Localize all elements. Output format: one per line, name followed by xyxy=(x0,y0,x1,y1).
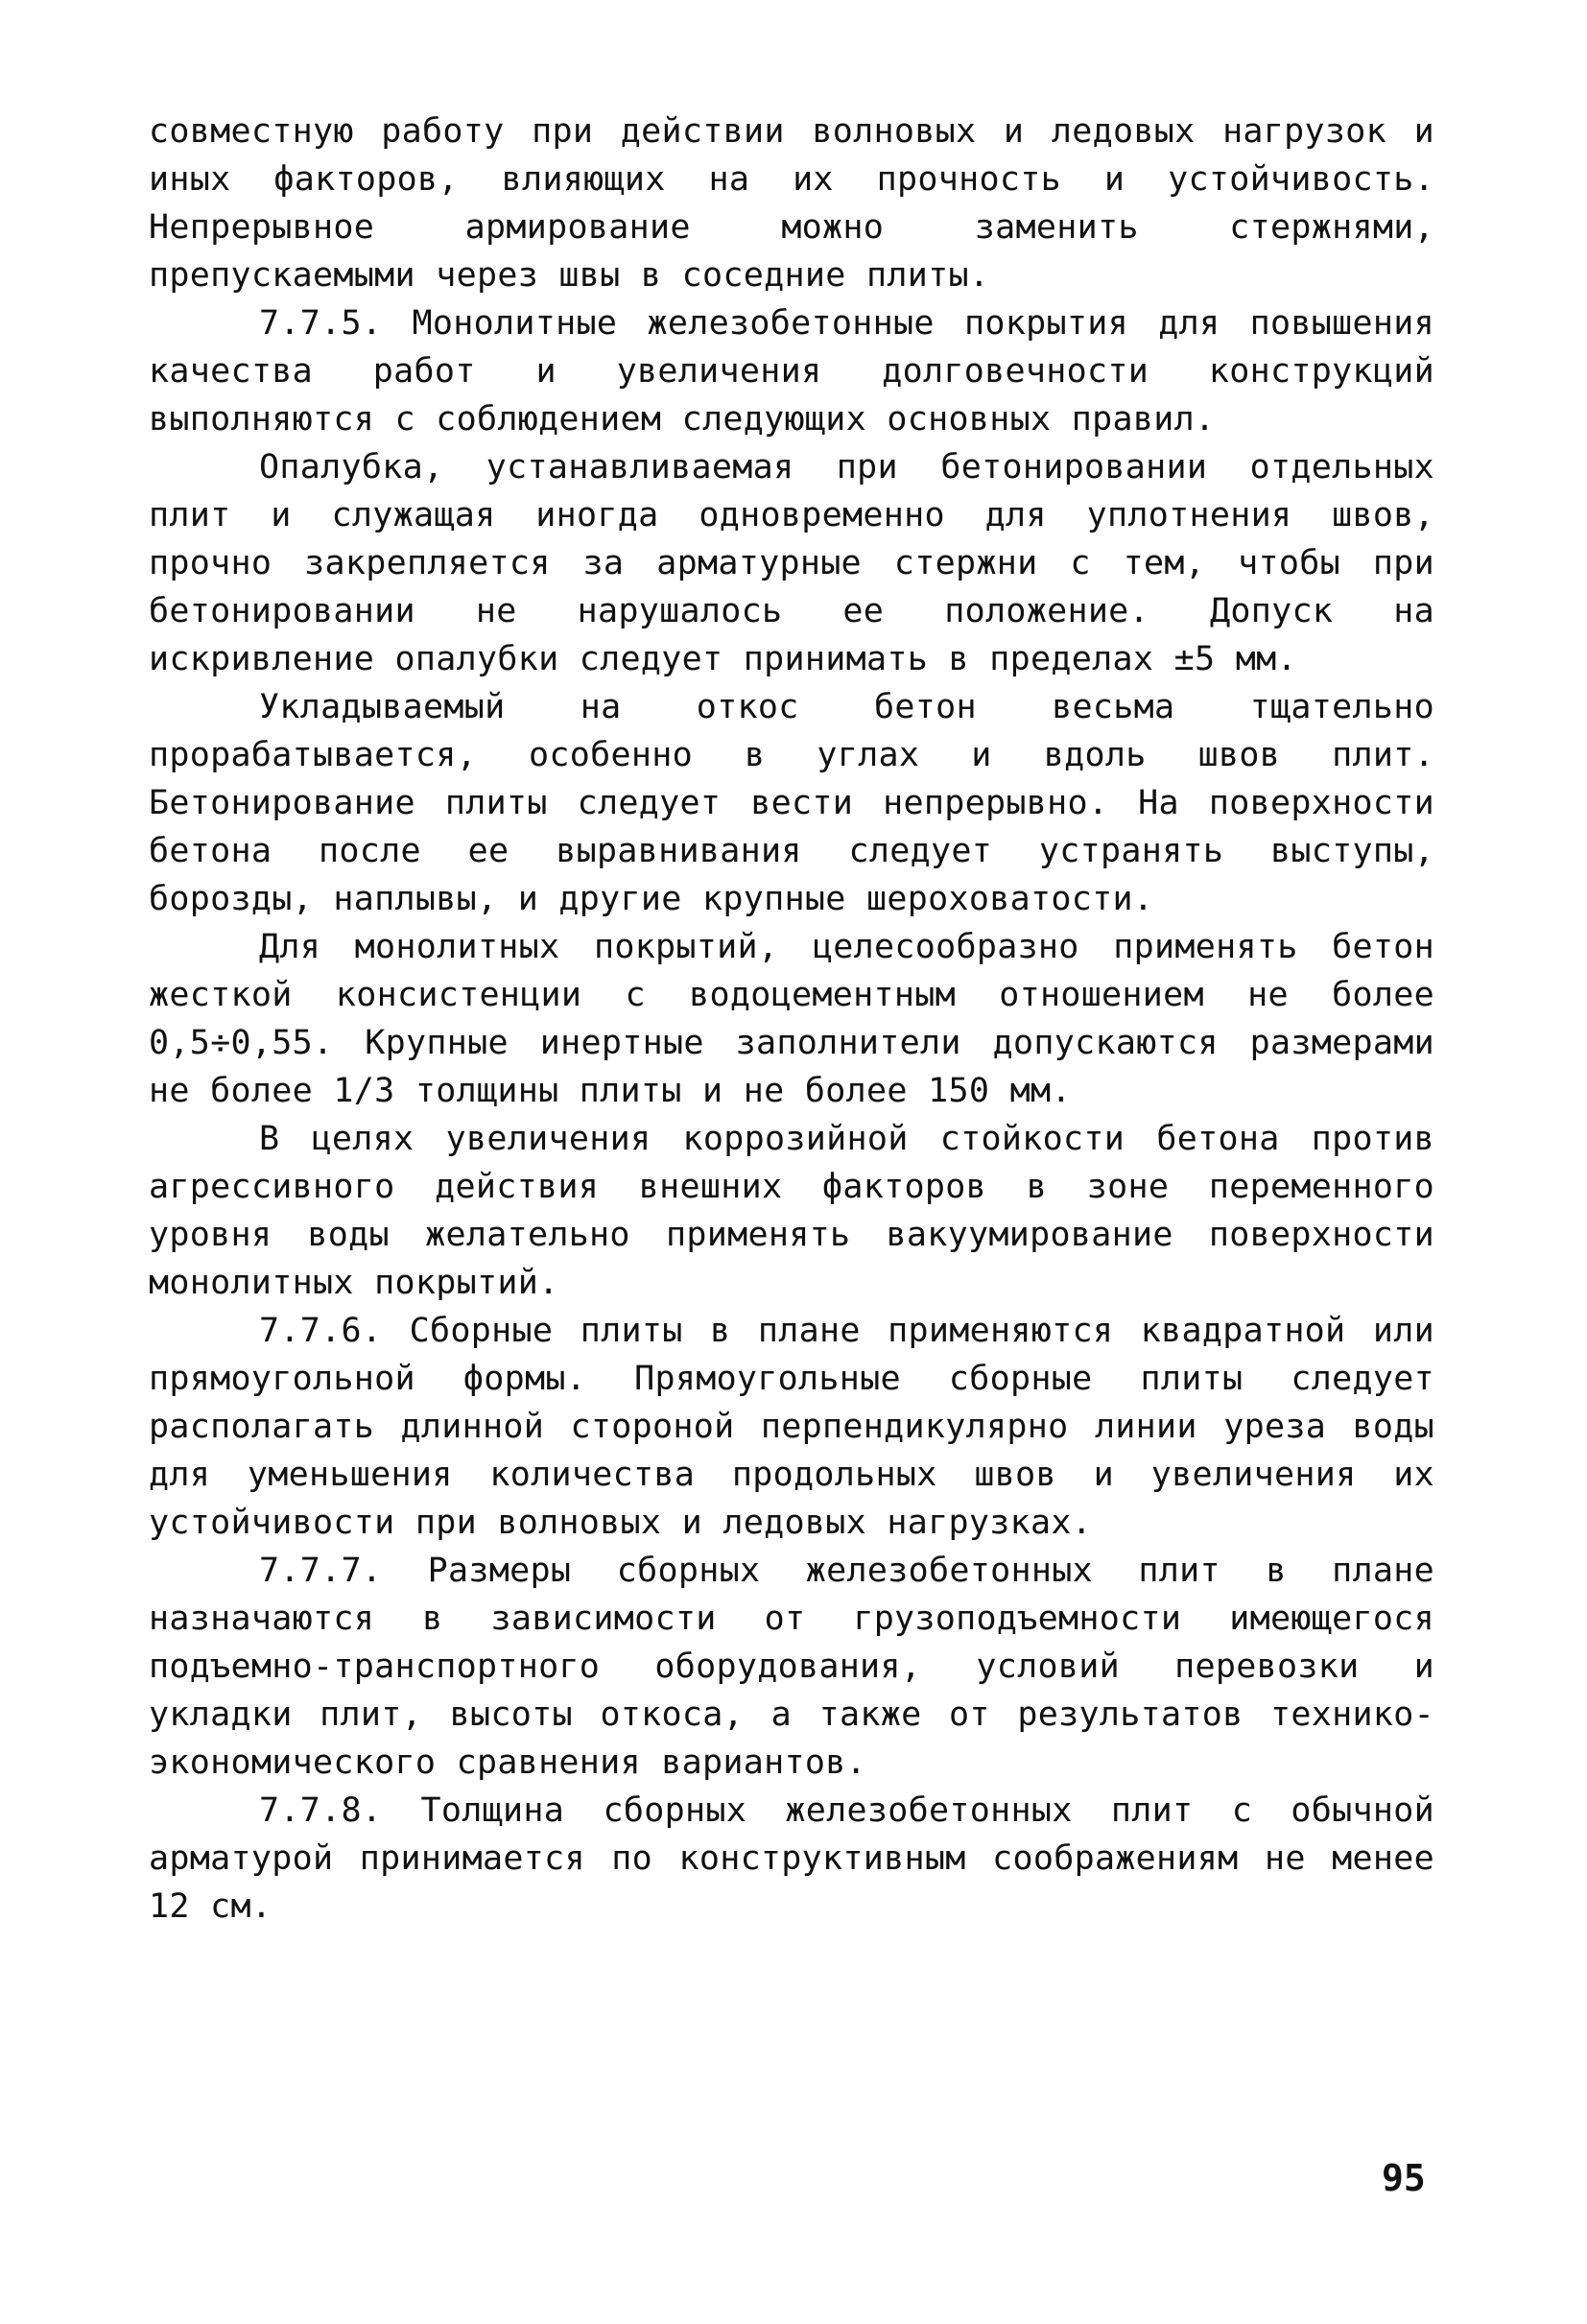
paragraph-concrete-placement: Укладываемый на откос бетон весьма тщательно прорабатывается, особенно в углах и вдоль швов плит. Бетонирование плиты следует вести непрерывно. На поверхности бетона после ее выравнивания следует устранять выступы, борозды, наплывы, и другие крупные шероховатости. xyxy=(149,688,1434,918)
document-page-body xyxy=(149,107,1434,1931)
paragraph-corrosion-resistance: В целях увеличения коррозийной стойкости бетона против агрессивного действия внешних факторов в зоне переменного уровня воды желательно применять вакуумирование поверхности монолитных покрытий. xyxy=(149,1120,1434,1302)
paragraph-monolithic-concrete: Для монолитных покрытий, целесообразно применять бетон жесткой консистенции с водоцементным отношением не более 0,5÷0,55. Крупные инертные заполнители допускаются размерами не более 1/3 толщины плиты и не более 150 мм. xyxy=(149,928,1434,1110)
page-number: 95 xyxy=(1382,2157,1426,2199)
paragraph-continuation: совместную работу при действии волновых и ледовых нагрузок и иных факторов, влияющих на их прочность и устойчивость. Непрерывное армирование можно заменить стержнями, препускаемыми через швы в соседние плиты. xyxy=(149,112,1434,295)
paragraph-7-7-5: 7.7.5. Монолитные железобетонные покрытия для повышения качества работ и увеличения долговечности конструкций выполняются с соблюдением следующих основных правил. xyxy=(149,304,1434,439)
paragraph-7-7-7: 7.7.7. Размеры сборных железобетонных плит в плане назначаются в зависимости от грузоподъемности имеющегося подъемно-транспортного оборудования, условий перевозки и укладки плит, высоты откоса, а также от результатов технико-экономического сравнения вариантов. xyxy=(149,1552,1434,1782)
paragraph-formwork: Опалубка, устанавливаемая при бетонировании отдельных плит и служащая иногда одновременно для уплотнения швов, прочно закрепляется за арматурные стержни с тем, чтобы при бетонировании не нарушалось ее положение. Допуск на искривление опалубки следует принимать в пределах ±5 мм. xyxy=(149,448,1434,678)
paragraph-7-7-6: 7.7.6. Сборные плиты в плане применяются квадратной или прямоугольной формы. Прямоугольные сборные плиты следует располагать длинной стороной перпендикулярно линии уреза воды для уменьшения количества продольных швов и увеличения их устойчивости при волновых и ледовых нагрузках. xyxy=(149,1312,1434,1542)
paragraph-7-7-8: 7.7.8. Толщина сборных железобетонных плит с обычной арматурой принимается по конструктивным соображениям не менее 12 см. xyxy=(149,1791,1434,1926)
